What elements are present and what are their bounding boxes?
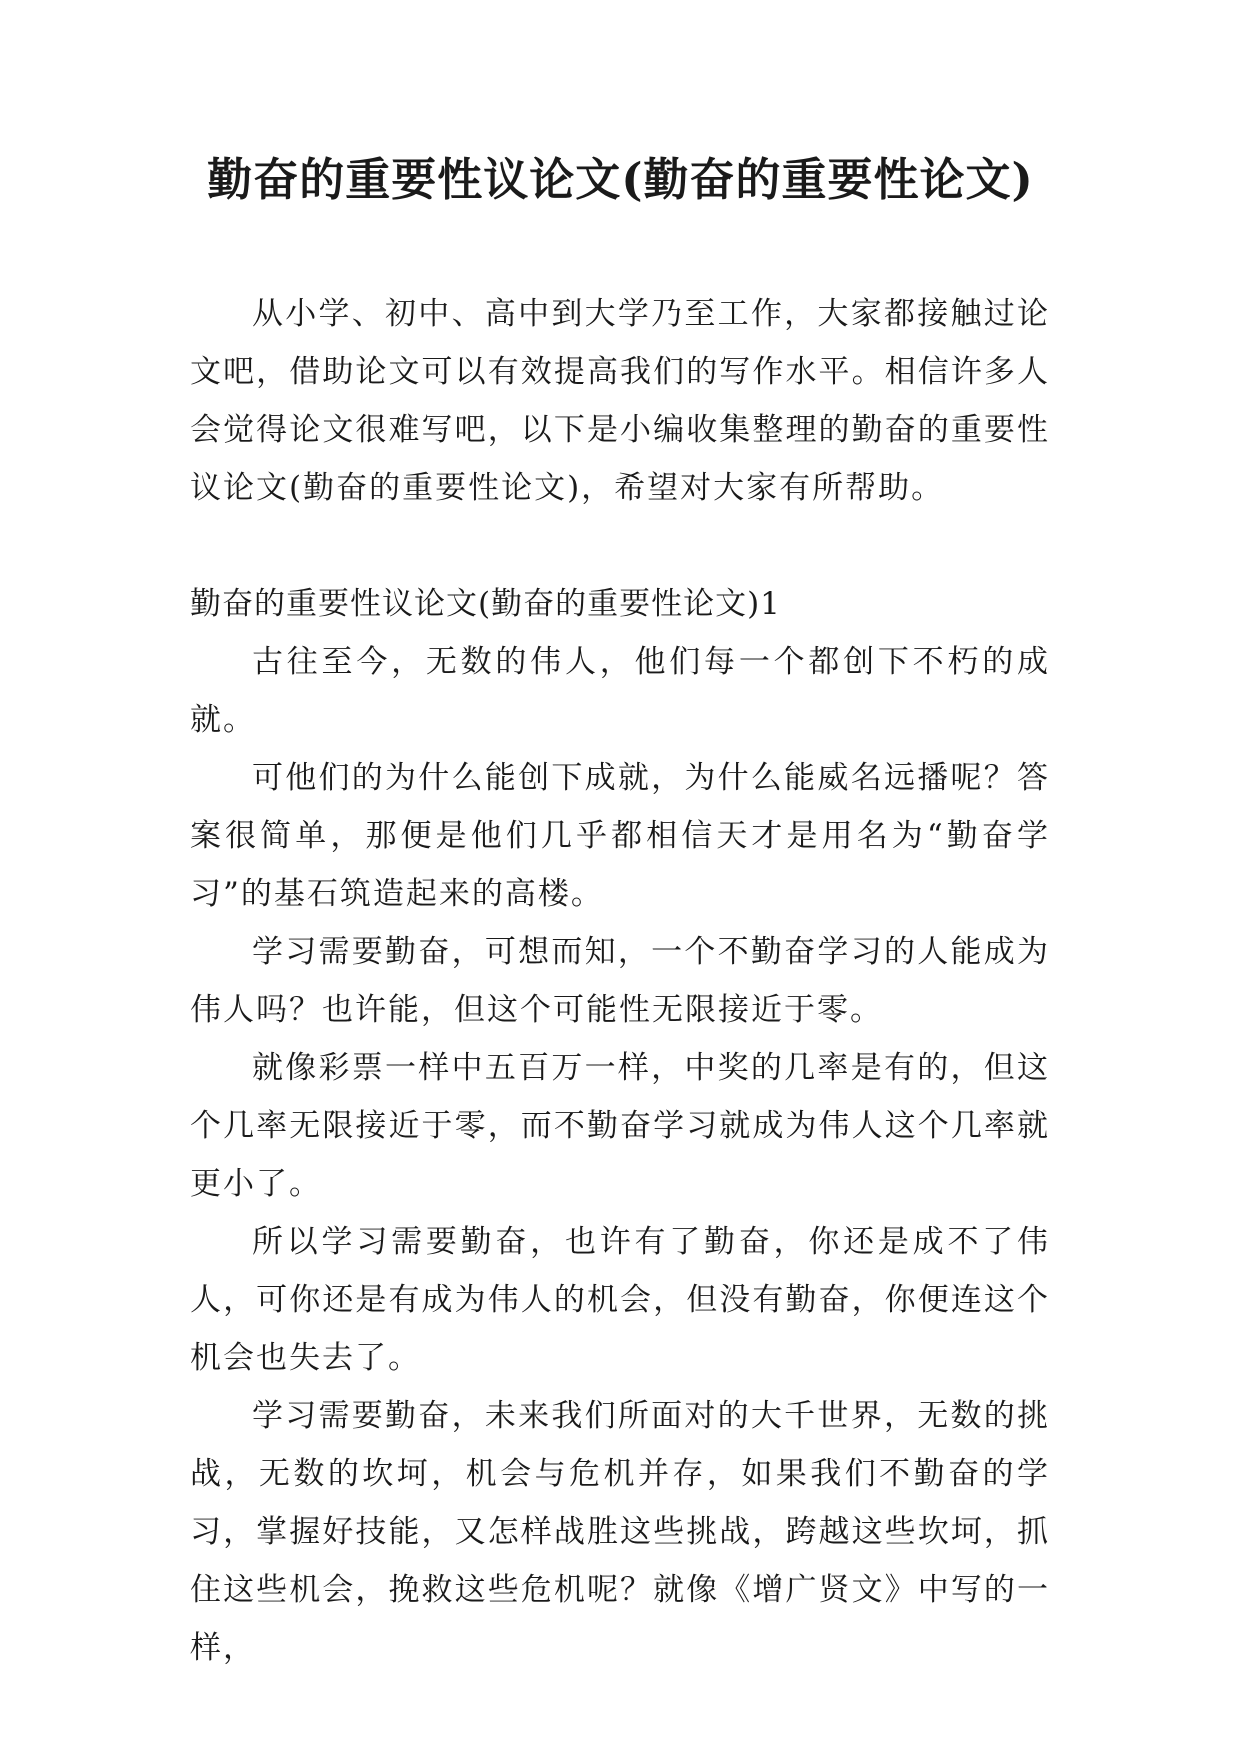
body-paragraph-5: 所以学习需要勤奋，也许有了勤奋，你还是成不了伟人，可你还是有成为伟人的机会，但没有勤奋，你便连这个机会也失去了。	[190, 1224, 1050, 1376]
body-paragraph-3: 学习需要勤奋，可想而知，一个不勤奋学习的人能成为伟人吗？也许能，但这个可能性无限接近于零。	[190, 934, 1050, 1028]
intro-paragraph: 从小学、初中、高中到大学乃至工作，大家都接触过论文吧，借助论文可以有效提高我们的写作水平。相信许多人会觉得论文很难写吧，以下是小编收集整理的勤奋的重要性议论文(勤奋的重要性论文)，希望对大家有所帮助。	[190, 296, 1050, 506]
section-heading: 勤奋的重要性议论文(勤奋的重要性论文)1	[190, 586, 781, 622]
body-paragraph-6: 学习需要勤奋，未来我们所面对的大千世界，无数的挑战，无数的坎坷，机会与危机并存，如果我们不勤奋的学习，掌握好技能，又怎样战胜这些挑战，跨越这些坎坷，抓住这些机会，挽救这些危机呢？就像《增广贤文》中写的一样，	[190, 1398, 1050, 1666]
body-paragraph-1: 古往至今，无数的伟人，他们每一个都创下不朽的成就。	[190, 644, 1050, 738]
body-paragraph-2: 可他们的为什么能创下成就，为什么能威名远播呢？答案很简单，那便是他们几乎都相信天才是用名为“勤奋学习”的基石筑造起来的高楼。	[190, 760, 1050, 912]
document-body	[190, 285, 1050, 1677]
page-title: 勤奋的重要性议论文(勤奋的重要性论文)	[207, 153, 1034, 206]
body-paragraph-4: 就像彩票一样中五百万一样，中奖的几率是有的，但这个几率无限接近于零，而不勤奋学习就成为伟人这个几率就更小了。	[190, 1050, 1050, 1202]
